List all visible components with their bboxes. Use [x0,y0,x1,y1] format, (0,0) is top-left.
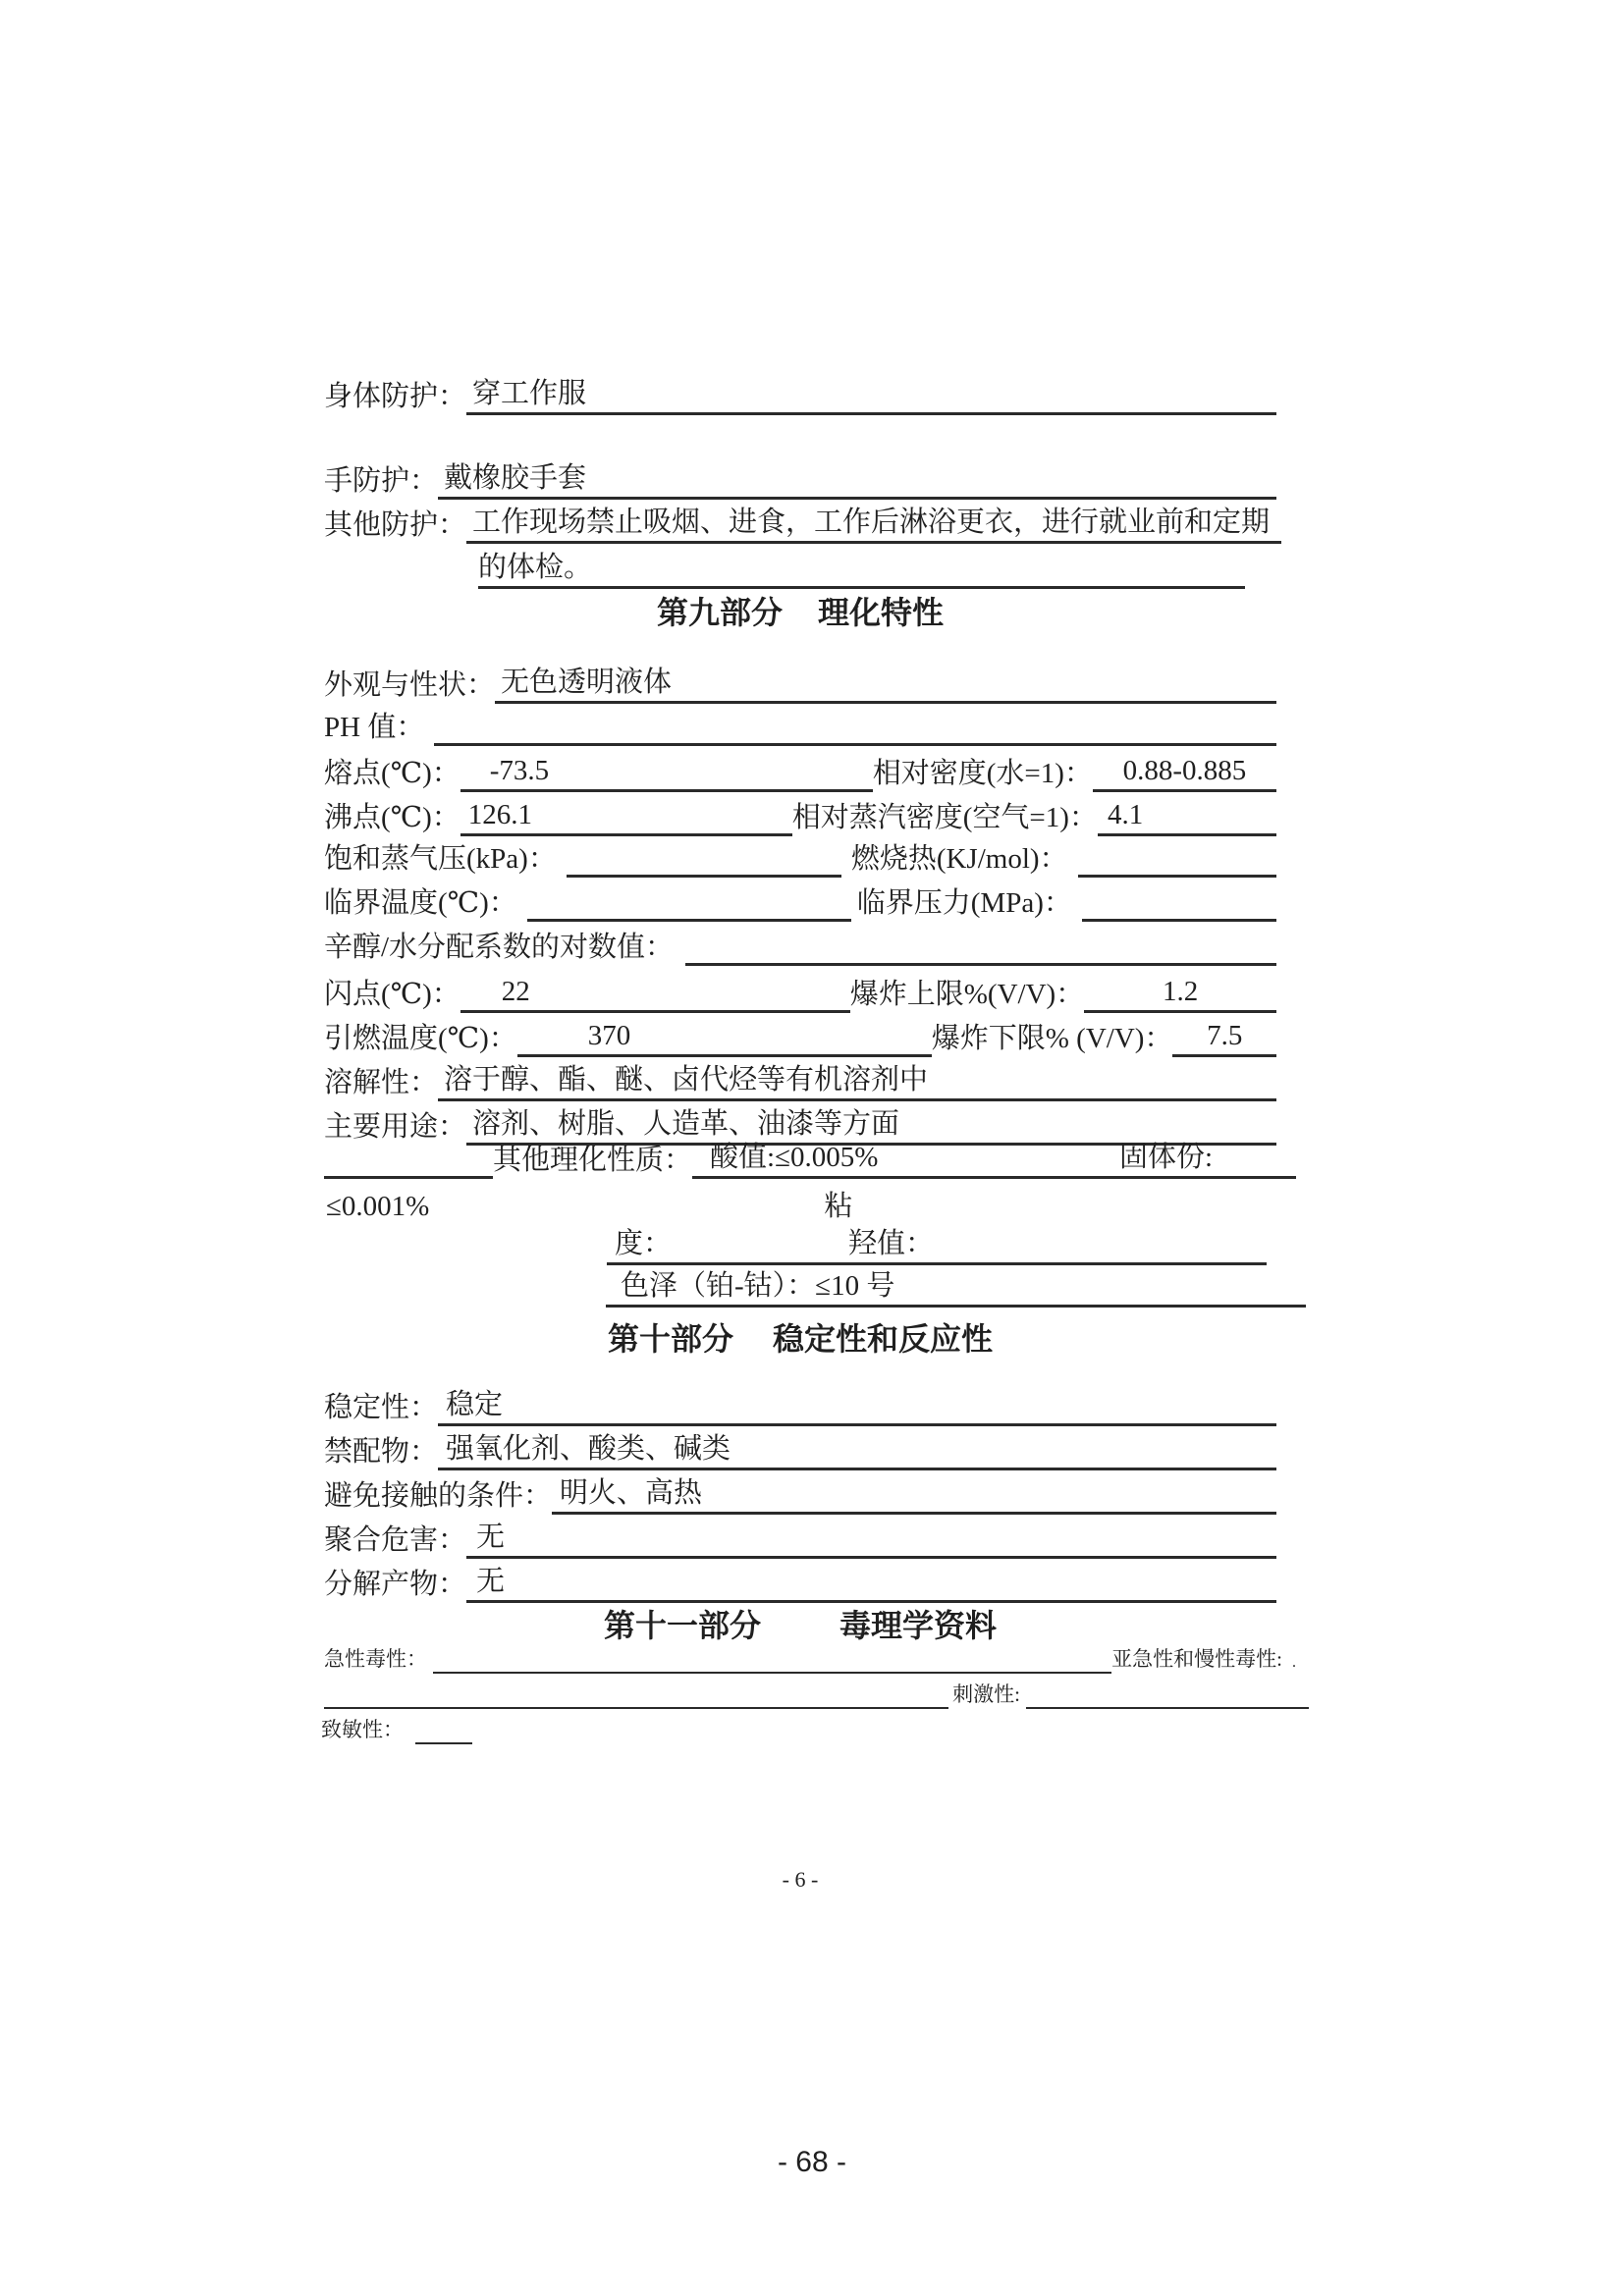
section9-title: 理化特性 [818,595,945,630]
toxicity-continuation-blank [324,1707,948,1709]
avoid-conditions-row [324,1474,1276,1515]
hydroxyl-label: 羟值： [848,1228,935,1259]
critical-temp-blank [527,919,851,922]
density-label: 相对密度(水=1)： [872,758,1093,789]
stability-label: 稳定性： [324,1392,439,1423]
outer-page-number: - 68 - [777,2146,847,2178]
solubility-row [324,1061,1276,1101]
combustion-heat-blank [1078,875,1276,878]
other-props-label: 其他理化性质： [493,1145,693,1176]
solid-label: 固体份: [1118,1142,1213,1173]
boiling-vapor-row [324,796,1276,836]
other-protection-value-line2: 的体检。 [478,549,1245,589]
acute-toxicity-blank [433,1672,1111,1674]
octanol-row [324,929,1276,966]
combustion-heat-label: 燃烧热(KJ/mol)： [850,843,1068,875]
section10-header [324,1319,1276,1361]
satvapor-combustion-row [324,840,1276,878]
flash-label: 闪点(℃)： [324,979,460,1010]
irritation-row [324,1681,1309,1709]
irritation-label: 刺激性: [952,1682,1020,1706]
other-protection-label: 其他防护： [324,509,467,541]
critical-pressure-label: 临界压力(MPa)： [856,887,1072,919]
solid-value: ≤0.001% [326,1191,430,1222]
polymerization-row [324,1519,1276,1559]
melting-label: 熔点(℃)： [324,758,460,789]
sat-vapor-label: 饱和蒸气压(kPa)： [324,843,557,875]
explosion-upper-value: 1.2 [1084,973,1276,1013]
acid-solid-cell [692,1139,1296,1179]
avoid-conditions-label: 避免接触的条件： [324,1480,553,1512]
appearance-label: 外观与性状： [324,669,496,701]
explosion-upper-label: 爆炸上限%(V/V)： [849,979,1085,1010]
hand-protection-label: 手防护： [324,465,439,497]
solubility-value: 溶于醇、酯、醚、卤代烃等有机溶剂中 [438,1061,1276,1101]
appearance-value: 无色透明液体 [495,664,1276,704]
vapor-density-value: 4.1 [1098,796,1276,836]
boiling-label: 沸点(℃)： [324,802,460,833]
melting-value: -73.5 [460,752,873,792]
other-props-row [324,1139,1296,1179]
octanol-label: 辛醇/水分配系数的对数值： [324,932,675,963]
hand-protection-row [324,459,1276,500]
other-protection-row2 [478,549,1245,589]
flash-explosion-row [324,973,1276,1013]
section11-title: 毒理学资料 [839,1608,998,1643]
solubility-label: 溶解性： [324,1067,439,1098]
critical-temp-label: 临界温度(℃)： [324,887,517,919]
sensitization-label: 致敏性： [321,1718,404,1741]
explosion-lower-value: 7.5 [1172,1017,1276,1057]
vapor-density-label: 相对蒸汽密度(空气=1)： [791,802,1098,833]
octanol-blank [685,963,1276,966]
critical-pressure-blank [1082,919,1276,922]
incompatibility-value: 强氧化剂、酸类、碱类 [438,1430,1276,1470]
melting-density-row [324,752,1276,792]
ignition-row [324,1017,1276,1057]
usage-value: 溶剂、树脂、人造革、油漆等方面 [466,1105,1276,1146]
polymerization-label: 聚合危害： [324,1524,467,1556]
stability-value: 稳定 [438,1386,1276,1426]
ph-label: PH 值： [324,712,425,743]
section9-number: 第九部分 [656,595,783,630]
boiling-value: 126.1 [460,796,792,836]
color-label: 色泽（铂-钴）：≤10 号 [621,1270,895,1302]
ph-value-blank [434,743,1276,746]
body-protection-label: 身体防护： [324,381,467,412]
section10-title: 稳定性和反应性 [773,1321,994,1357]
other-protection-value-line1: 工作现场禁止吸烟、进食，工作后淋浴更衣，进行就业前和定期 [466,504,1281,544]
other-protection-row [324,504,1281,544]
ph-row [324,709,1276,746]
polymerization-value: 无 [466,1519,1276,1559]
acute-toxicity-label: 急性毒性： [324,1647,427,1671]
acid-value: 酸值:≤0.005% [710,1142,879,1173]
stray-mark: . [1292,1654,1296,1671]
explosion-lower-label: 爆炸下限% (V/V)： [931,1023,1173,1054]
subacute-toxicity-label: 亚急性和慢性毒性: [1111,1647,1282,1671]
section11-number: 第十一部分 [603,1608,761,1643]
viscosity-char1: 粘 [824,1191,853,1222]
section9-header [324,593,1276,634]
color-row [606,1267,1306,1308]
appearance-row [324,664,1276,704]
decomposition-value: 无 [466,1563,1276,1603]
inner-page-number: - 6 - [782,1867,819,1892]
viscosity-char2: 度： [615,1228,673,1259]
avoid-conditions-value: 明火、高热 [552,1474,1276,1515]
other-props-lead-blank [324,1176,493,1179]
ignition-label: 引燃温度(℃)： [324,1023,517,1054]
stability-row [324,1386,1276,1426]
sensitization-blank [415,1742,472,1744]
irritation-blank [1026,1707,1309,1709]
ignition-value: 370 [517,1017,932,1057]
density-value: 0.88-0.885 [1093,752,1276,792]
incompatibility-label: 禁配物： [324,1436,439,1468]
section10-number: 第十部分 [607,1321,733,1357]
flash-value: 22 [460,973,850,1013]
section11-header [324,1606,1276,1647]
acute-toxicity-row [324,1645,1296,1674]
incompatibility-row [324,1430,1276,1470]
viscosity-hydroxyl-row [607,1225,1267,1265]
usage-label: 主要用途： [324,1111,467,1143]
sat-vapor-blank [567,875,841,878]
body-protection-value: 穿工作服 [466,375,1276,415]
sensitization-row [321,1716,714,1744]
solid-value-row [326,1188,1276,1225]
body-protection-row [324,375,1276,415]
hand-protection-value: 戴橡胶手套 [438,459,1276,500]
decomposition-label: 分解产物： [324,1569,467,1600]
decomposition-row [324,1563,1276,1603]
critical-row [324,884,1276,922]
